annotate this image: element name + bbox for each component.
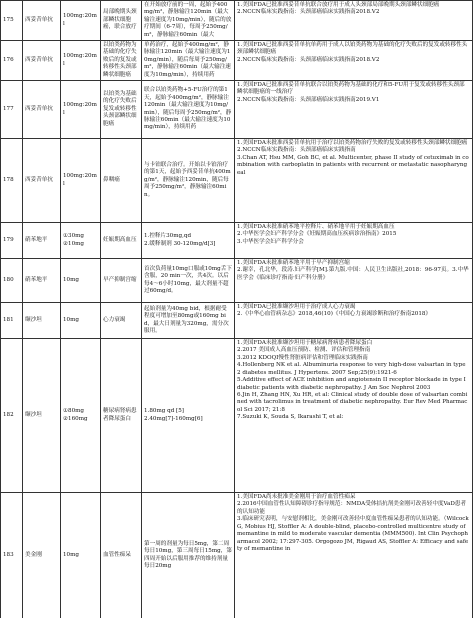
drug-spec xyxy=(61,139,101,223)
row-number xyxy=(1,493,23,618)
table-row xyxy=(1,303,473,339)
drug-name xyxy=(23,493,61,618)
table-row xyxy=(1,1,473,41)
drug-name xyxy=(23,81,61,139)
basis-item: 2.2017 美国成人高血压预防、检测、评估和管理指南 xyxy=(237,347,371,354)
drug-spec-text: 100mg:20ml xyxy=(63,173,97,187)
row-number-text: 177 xyxy=(3,105,14,112)
indication-text: 以铂类药物为基础的化疗失败后的复发或转移性头颈部鳞状细胞癌 xyxy=(103,42,137,78)
basis-item: 2.2016中国血管性认知障碍诊疗指导规范：NMDA受体拮抗剂美金刚可改善轻中度VaD患者的认知功能 xyxy=(237,501,467,515)
table-row xyxy=(1,139,473,223)
evidence-basis xyxy=(235,139,473,223)
drug-spec xyxy=(61,41,101,81)
basis-item: 3.2012 KDOQI慢性肾脏病评估和管理临床实践指南 xyxy=(237,354,368,361)
evidence-basis xyxy=(235,259,473,303)
basis-item: 2.《中华心血管病杂志》2018,46(10)《中国心力衰竭诊断和治疗指南2018》 xyxy=(237,311,432,318)
indication xyxy=(101,339,142,493)
indication xyxy=(101,1,142,41)
usage-dosage-text: 单药治疗，起始予400mg/m²，静脉输注120min（最大输注速度为10mg/min），随后每周予250mg/m²，静脉输注60min（最大输注速度为10mg/min），持续用药 xyxy=(144,42,231,78)
row-number xyxy=(1,41,23,81)
basis-item: 1.美国FDA未批准硝苯地平控释片、硝苯地平用于妊娠期高血压 xyxy=(237,224,395,231)
drug-spec-text: 100mg:20ml xyxy=(63,53,97,67)
drug-spec xyxy=(61,259,101,303)
drug-name xyxy=(23,139,61,223)
drug-spec xyxy=(61,223,101,259)
drug-name-text: 缬沙坦 xyxy=(25,411,42,418)
usage-dosage xyxy=(142,139,235,223)
drug-name-text: 西妥昔单抗 xyxy=(25,56,53,63)
drug-name xyxy=(23,303,61,339)
evidence-basis xyxy=(235,303,473,339)
drug-spec-text: 10mg xyxy=(63,551,80,558)
drug-name xyxy=(23,1,61,41)
usage-dosage xyxy=(142,81,235,139)
row-number-text: 181 xyxy=(3,316,14,323)
drug-name-text: 西妥昔单抗 xyxy=(25,176,53,183)
basis-item: 2.NCCN临床实践指南：头颈部癌临床实践指南 xyxy=(237,147,356,154)
basis-item: 1.美国FDA未批准西妥昔单抗用于治疗以铂类药物治疗失败的复发或转移性头颈部鳞状细胞癌 xyxy=(237,140,468,147)
indication-text: 妊娠期高血压 xyxy=(103,236,137,243)
indication-text: 早产抑制宫缩 xyxy=(103,276,137,283)
indication-text: 鼻咽癌 xyxy=(103,176,120,183)
drug-spec xyxy=(61,1,101,41)
basis-item: 2.NCCN临床实践指南：头颈部癌临床实践指南2019.V1 xyxy=(237,96,380,103)
usage-dosage xyxy=(142,339,235,493)
row-number-text: 178 xyxy=(3,176,14,183)
basis-item: 5.Additive effect of ACE inhibition and angiotensin II receptor blockade in type I diabetic patients with diabetic nephropathy. J Am Soc Nephrol 2003 xyxy=(237,377,466,391)
evidence-basis xyxy=(235,223,473,259)
drug-spec-text: ①80mg ②160mg xyxy=(63,408,88,422)
basis-item: 1.美国FDA未批准硝苯地平用于早产抑制宫缩 xyxy=(237,260,350,267)
basis-item: 3.中华医学会妇产科学分会 xyxy=(237,238,304,245)
basis-item: 1.美国FDA已批准西妥昔单抗联合以铂类药物为基础的化疗和5-FU用于复发或转移性头颈部鳞状细胞癌的一线治疗 xyxy=(237,82,465,96)
drug-spec xyxy=(61,493,101,618)
row-number xyxy=(1,81,23,139)
basis-item: 3.Chan AT, Hsu MM, Goh BC, et al. Multicenter, phase II study of cetuximab in combination with carboplatin in patients with recurrent or metastatic nasopharyngeal xyxy=(237,154,469,176)
drug-name-text: 西妥昔单抗 xyxy=(25,16,53,23)
usage-dosage xyxy=(142,223,235,259)
row-number-text: 176 xyxy=(3,56,14,63)
indication xyxy=(101,303,142,339)
usage-dosage xyxy=(142,493,235,618)
evidence-basis xyxy=(235,41,473,81)
drug-spec xyxy=(61,81,101,139)
table-row xyxy=(1,339,473,493)
row-number-text: 182 xyxy=(3,411,14,418)
evidence-basis xyxy=(235,1,473,41)
drug-name xyxy=(23,41,61,81)
usage-dosage-text: 起始剂量为40mg bid，根据耐受程度可增加至80mg或160mg bid，最大日剂量为320mg，需分次服用。 xyxy=(144,305,229,334)
row-number xyxy=(1,303,23,339)
drug-name-text: 缬沙坦 xyxy=(25,316,42,323)
basis-item: 3.临床研究表明，与安慰剂相比，美金刚可改善轻中度血管性痴呆患者的认知功能。（Wilcock G, Mobius HJ, Stoffler A: A double-blind, placebo-controlled multicentre study of memantine in mild to moderate vascular dementia (MMM500). Int Clin Psychopharmacol 2002; 17:297-305. Orgogozo JM, Rigaud AS, Stoffler A: Efficacy and safety of memantine in xyxy=(237,516,469,552)
table-row xyxy=(1,259,473,303)
drug-spec xyxy=(61,303,101,339)
table-row xyxy=(1,493,473,618)
basis-item: 1.美国FDA已批准西妥昔单抗联合放疗用于成人头颈部局部晚期头颈部鳞状细胞癌 xyxy=(237,2,440,8)
usage-dosage-text: 首次负荷量10mg口服或10mg舌下含服，20 min一次，共4次。以后每4～6小时10mg，最大剂量不超过60mg/d。 xyxy=(144,265,232,294)
usage-dosage xyxy=(142,259,235,303)
indication xyxy=(101,493,142,618)
drug-name-text: 硝苯地平 xyxy=(25,236,48,243)
usage-dosage-text: 1.控释片30mg,qd 2.缓释制剂 30-120mg/d[3] xyxy=(144,233,216,247)
basis-item: 4.Hollenberg NK et al. Albuminuria response to very high-dose valsartan in type 2 diabetes mellitus. J Hypertens. 2007 Sep;25(9):1921-6 xyxy=(237,362,466,376)
drug-name xyxy=(23,259,61,303)
basis-item: 2.中华医学会妇产科学分会《妊娠期高血压疾病诊治指南》2015 xyxy=(237,231,397,238)
indication-text: 局部晚期头颈部鳞状细胞癌，联合放疗 xyxy=(103,9,137,31)
row-number-text: 175 xyxy=(3,16,14,23)
usage-dosage xyxy=(142,41,235,81)
table-row xyxy=(1,41,473,81)
basis-item: 1.美国FDA已批准西妥昔单抗单药用于成人以铂类药物为基础的化疗失败后的复发或转移性头颈部鳞状细胞癌 xyxy=(237,42,468,56)
indication-text: 心力衰竭 xyxy=(103,316,126,323)
indication xyxy=(101,81,142,139)
drug-name-text: 西妥昔单抗 xyxy=(25,105,53,112)
row-number-text: 180 xyxy=(3,276,14,283)
drug-spec-text: 10mg xyxy=(63,316,80,323)
indication xyxy=(101,41,142,81)
drug-spec-text: 100mg:20ml xyxy=(63,13,97,27)
evidence-basis xyxy=(235,493,473,618)
indication xyxy=(101,259,142,303)
indication xyxy=(101,139,142,223)
indication-text: 血管性痴呆 xyxy=(103,551,131,558)
basis-item: 1.美国FDA未批准缬沙坦用于糖尿病肾病患者降尿蛋白 xyxy=(237,340,373,347)
row-number xyxy=(1,223,23,259)
usage-dosage-text: 在开始放疗前的一周，起始予400mg/m²，静脉输注120min（最大输注速度为10mg/min），随后的放疗期间（6-7周），每周予250mg/m²，静脉输注60min（最大 xyxy=(144,2,232,38)
indication-text: 糖尿病肾病患者降尿蛋白 xyxy=(103,408,137,422)
drug-name xyxy=(23,339,61,493)
drug-spec xyxy=(61,339,101,493)
drug-name-text: 美金刚 xyxy=(25,551,42,558)
evidence-basis xyxy=(235,339,473,493)
drug-spec-text: 10mg xyxy=(63,276,80,283)
usage-dosage-text: 第一周的剂量为每日5mg，第二周每日10mg，第三周每日15mg，第四周开始以后服用推荐的维持剂量每日20mg xyxy=(144,540,232,569)
usage-dosage xyxy=(142,303,235,339)
row-number-text: 183 xyxy=(3,551,14,558)
table-row xyxy=(1,81,473,139)
drug-name xyxy=(23,223,61,259)
evidence-basis xyxy=(235,81,473,139)
usage-dosage-text: 与卡铂联合治疗。开始以卡铂治疗的第1天，起始予西妥昔单抗400mg/m²，静脉输注120min，随后每周予250mg/m²，静脉输注60min。 xyxy=(144,162,231,198)
basis-item: 2.NCCN临床实践指南：头颈部癌临床实践指南2018.V2 xyxy=(237,9,380,16)
drug-spec-text: ①30mg ②10mg xyxy=(63,233,85,247)
row-number xyxy=(1,1,23,41)
basis-item: 2.NCCN临床实践指南：头颈部癌临床实践指南2018.V2 xyxy=(237,56,380,63)
usage-dosage xyxy=(142,1,235,41)
indication xyxy=(101,223,142,259)
basis-item: 1.美国FDA尚未批准美金刚用于治疗血管性痴呆 xyxy=(237,494,356,501)
basis-item: 2.谢幸，孔北华，段涛.妇产科学[M].第九版.中国：人民卫生出版社,2018：96-97页。3.中华医学会《临床诊疗指南·妇产科分册》 xyxy=(237,267,469,281)
drug-spec-text: 100mg:20ml xyxy=(63,102,97,116)
basis-item: 7.Suzuki K, Souda S, Ikarashi T, et al: xyxy=(237,414,344,421)
drug-name-text: 硝苯地平 xyxy=(25,276,48,283)
row-number xyxy=(1,259,23,303)
row-number-text: 179 xyxy=(3,236,14,243)
row-number xyxy=(1,139,23,223)
usage-dosage-text: 联合以铂类药物+5-FU治疗的第1天，起始予400mg/m²，静脉输注120min（最大输注速度为10mg/min），随后每周予250mg/m²，静脉输注60min（最大输注速度为10mg/min），持续用药 xyxy=(144,87,232,131)
basis-item: 1.美国FDA已批准缬沙坦用于治疗成人心力衰竭 xyxy=(237,304,356,311)
row-number xyxy=(1,339,23,493)
indication-text: 以铂类为基础的化疗失败后复发或转移性头颈部鳞状细胞癌 xyxy=(103,91,137,127)
usage-dosage-text: 1.80mg qd [5] 2.40mg[7]-160mg[6] xyxy=(144,408,203,422)
basis-item: 6.Jin H, Zhang HN, Xu HR, et al: Clinical study of double dose of valsartan combined with tacrolimus in treatment of diabetic nephropathy. Eur Rev Med Pharmacol Sci 2017; 21:8 xyxy=(237,391,468,413)
table-row xyxy=(1,223,473,259)
